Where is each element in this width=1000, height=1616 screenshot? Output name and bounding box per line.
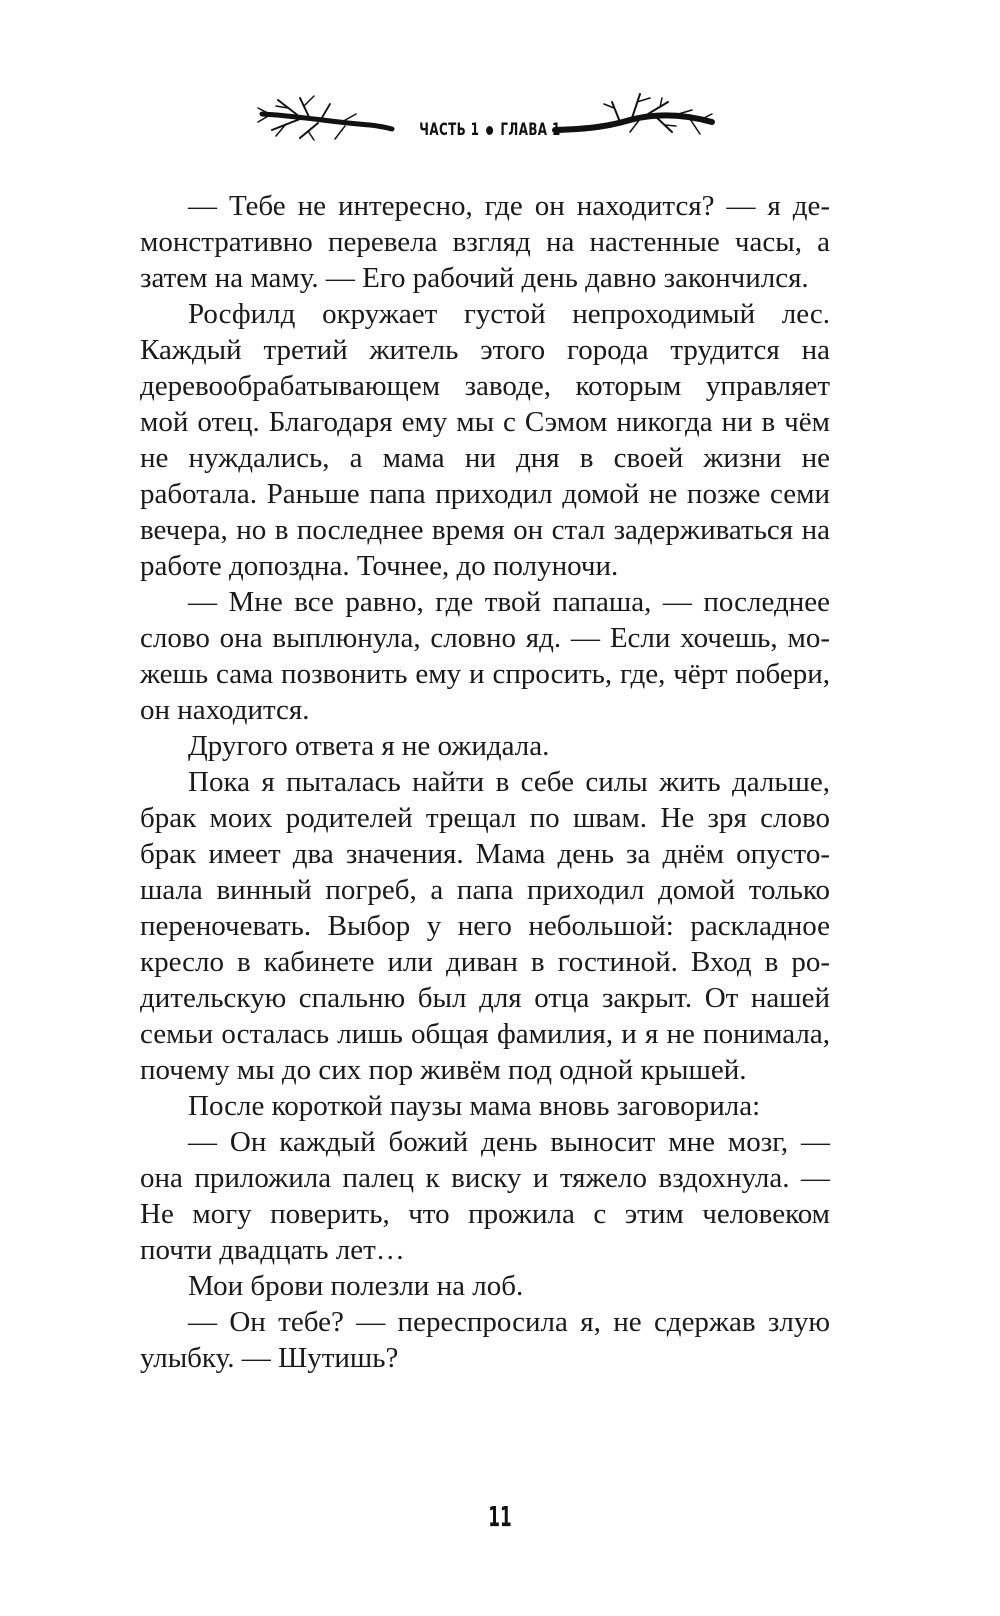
header-label — [416, 118, 564, 142]
paragraph: После короткой паузы мама вновь заговорила: — [188, 1090, 761, 1122]
paragraph: Росфилд окружает густой непроходимый лес. Каждый третий житель этого города трудится на деревообрабатывающем заводе, которым управляет мой отец. Благодаря ему мы с Сэмом никогда ни в чём не нуждались, а мама ни дня в своей жизни не работала. Раньше папа приходил домой не позже семи вечера, но в последнее время он стал задерживаться на работе допоздна. Точнее, до полуночи. — [140, 298, 830, 582]
part-label: ЧАСТЬ 1 — [419, 120, 480, 140]
paragraph: Другого ответа я не ожидала. — [188, 730, 550, 762]
bullet-icon — [486, 126, 493, 135]
paragraph: — Он каждый божий день выносит мне мозг, — она приложила палец к виску и тяжело вздохнула. — Не могу поверить, что прожила с этим человеком почти двадцать лет… — [140, 1126, 830, 1266]
paragraph: — Тебе не интересно, где он находится? — я демонстративно перевела взгляд на настенные часы, а затем на маму. — Его рабочий день давно закончился. — [140, 190, 830, 294]
paragraph: Пока я пыталась найти в себе силы жить дальше, брак моих родителей трещал по швам. Не зря слово брак имеет два значения. Мама день за днём опустошала винный погреб, а папа приходил домой только переночевать. Выбор у него небольшой: раскладное кресло в кабинете или диван в гостиной. Вход в родительскую спальню был для отца закрыт. От нашей семьи осталась лишь общая фамилия, и я не понимала, почему мы до сих пор живём под одной крышей. — [140, 766, 830, 1086]
page-number: 11 — [488, 1500, 512, 1533]
paragraph: Мои брови полезли на лоб. — [188, 1270, 524, 1302]
chapter-label: ГЛАВА 1 — [500, 120, 561, 140]
running-header — [0, 92, 1000, 142]
paragraph: — Мне все равно, где твой папаша, — последнее слово она выплюнула, словно яд. — Если хочешь, можешь сама позвонить ему и спросить, где, чёрт побери, он находится. — [140, 586, 830, 726]
body-text — [140, 188, 830, 1376]
paragraph: — Он тебе? — переспросила я, не сдержав злую улыбку. — Шутишь? — [140, 1306, 830, 1374]
